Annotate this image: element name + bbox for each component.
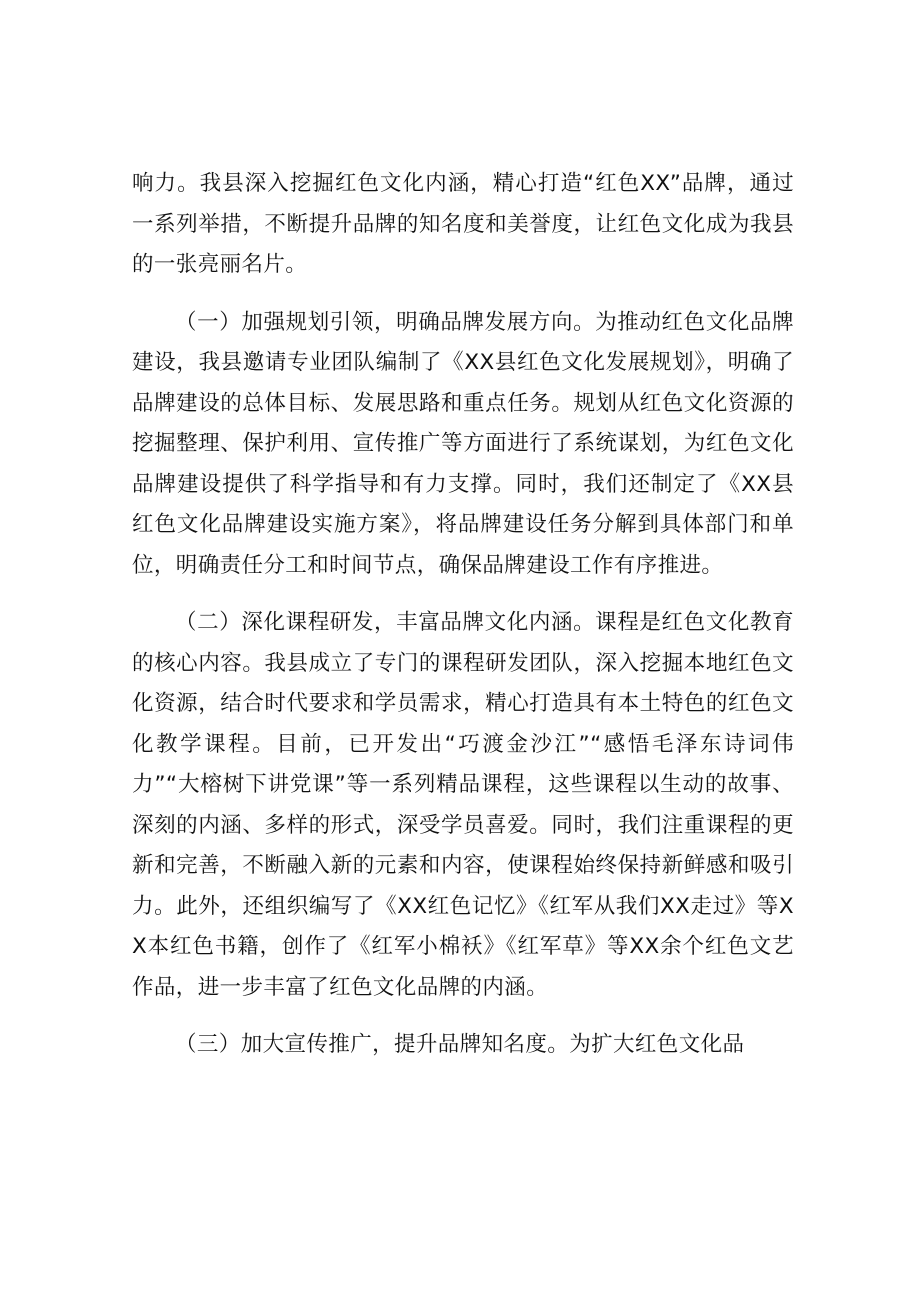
paragraph-section-3-promotion: （三）加大宣传推广，提升品牌知名度。为扩大红色文化品	[175, 1032, 745, 1057]
document-body	[132, 164, 794, 1083]
paragraph-intro-continuation: 响力。我县深入挖掘红色文化内涵，精心打造“红色XX”品牌，通过一系列举措，不断提升品牌的知名度和美誉度，让红色文化成为我县的一张亮丽名片。	[132, 171, 794, 277]
paragraph-section-1-planning: （一）加强规划引领，明确品牌发展方向。为推动红色文化品牌建设，我县邀请专业团队编制了《XX县红色文化发展规划》，明确了品牌建设的总体目标、发展思路和重点任务。规划从红色文化资源的挖掘整理、保护利用、宣传推广等方面进行了系统谋划，为红色文化品牌建设提供了科学指导和有力支撑。同时，我们还制定了《XX县红色文化品牌建设实施方案》，将品牌建设任务分解到具体部门和单位，明确责任分工和时间节点，确保品牌建设工作有序推进。	[132, 309, 794, 578]
paragraph-section-2-curriculum: （二）深化课程研发，丰富品牌文化内涵。课程是红色文化教育的核心内容。我县成立了专门的课程研发团队，深入挖掘本地红色文化资源，结合时代要求和学员需求，精心打造具有本土特色的红色文化教学课程。目前，已开发出“巧渡金沙江”“感悟毛泽东诗词伟力”“大榕树下讲党课”等一系列精品课程，这些课程以生动的故事、深刻的内涵、多样的形式，深受学员喜爱。同时，我们注重课程的更新和完善，不断融入新的元素和内容，使课程始终保持新鲜感和吸引力。此外，还组织编写了《XX红色记忆》《红军从我们XX走过》等XX本红色书籍，创作了《红军小棉袄》《红军草》等XX余个红色文艺作品，进一步丰富了红色文化品牌的内涵。	[132, 610, 794, 1000]
